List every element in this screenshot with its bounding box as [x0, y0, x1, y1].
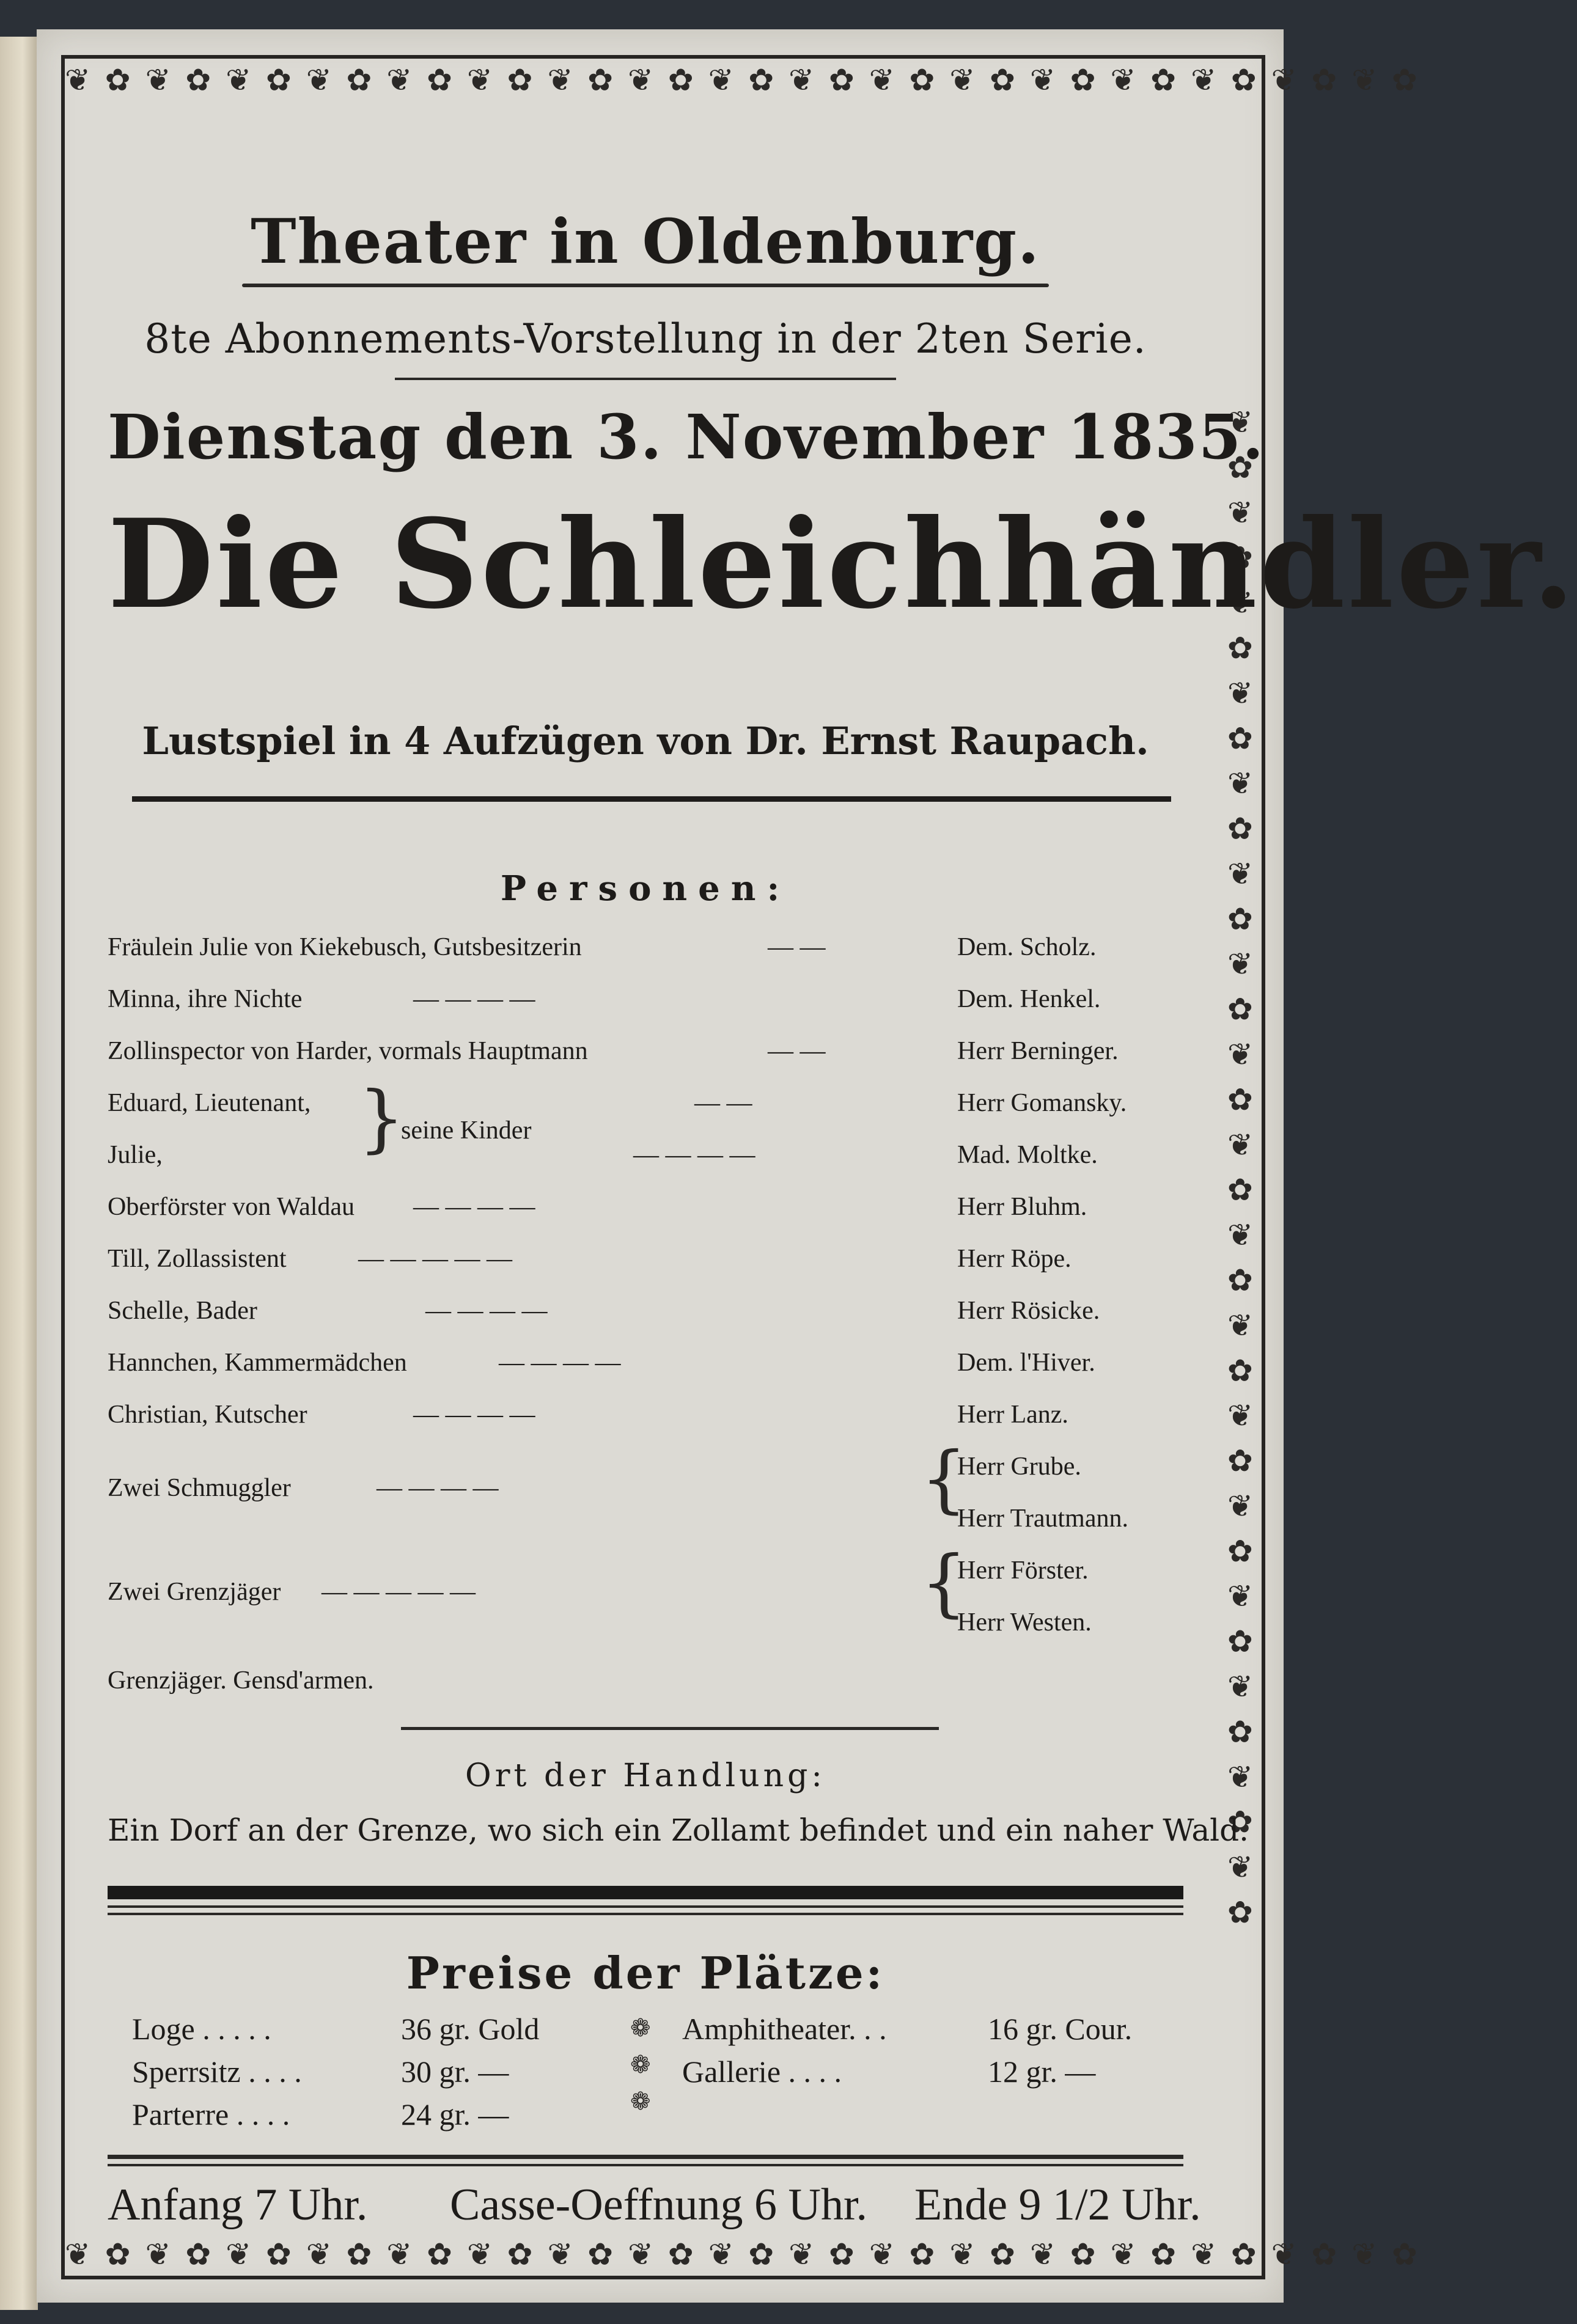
brace-label: seine Kinder: [401, 1116, 532, 1145]
playbill-sheet: [37, 29, 1577, 2303]
cast-row: [108, 933, 1183, 975]
dashes: — — — — —: [322, 1578, 476, 1606]
ornamental-frame: [61, 55, 1577, 2279]
cast-row: [108, 1140, 1183, 1183]
brace: }: [921, 1437, 968, 1522]
cast-row: [108, 1244, 1183, 1287]
price-label: Amphitheater. . .: [682, 2012, 887, 2046]
role: Minna, ihre Nichte: [108, 985, 303, 1013]
dashes: — —: [768, 1037, 826, 1065]
top-ornament-band: ❦ ✿ ❦ ✿ ❦ ✿ ❦ ✿ ❦ ✿ ❦ ✿ ❦ ✿ ❦ ✿ ❦ ✿ ❦ ✿ ❦ ✿ ❦ ✿ ❦ ✿ ❦ ✿ ❦ ✿ ❦ ✿ ❦ ✿: [65, 62, 1420, 98]
cast-row: [108, 1400, 1183, 1443]
preise-heading: Preise der Plätze:: [406, 1947, 885, 1999]
play-title: Die Schleichhändler.: [108, 493, 1577, 636]
adjacent-page-edge: [0, 37, 38, 2310]
role: Eduard, Lieutenant,: [108, 1089, 311, 1117]
price-label: Gallerie . . . .: [682, 2055, 842, 2089]
divider: [132, 796, 1171, 802]
price-value: 30 gr. —: [401, 2055, 509, 2089]
ort-heading: Ort der Handlung:: [465, 1758, 826, 1794]
dashes: — — — —: [499, 1349, 621, 1377]
dashes: — —: [768, 933, 826, 961]
ornament-icon: ❁: [630, 2088, 651, 2116]
role: Till, Zollassistent: [108, 1245, 287, 1273]
actor: Herr Lanz.: [957, 1401, 1068, 1429]
ort-text: Ein Dorf an der Grenze, wo sich ein Zollamt befindet und ein naher Wald.: [108, 1813, 1249, 1848]
dashes: — — — —: [425, 1297, 548, 1325]
price-label: Parterre . . . .: [132, 2097, 290, 2132]
price-value: 12 gr. —: [988, 2055, 1096, 2089]
dashes: — — — — —: [358, 1245, 512, 1273]
right-ornament-band: ❦ ✿ ❦ ✿ ❦ ✿ ❦ ✿ ❦ ✿ ❦ ✿ ❦ ✿ ❦ ✿ ❦ ✿ ❦ ✿ ❦ ✿ ❦ ✿ ❦ ✿ ❦ ✿ ❦ ✿ ❦ ✿ ❦ ✿: [1222, 404, 1258, 1930]
cast-row: [108, 1192, 1183, 1235]
dashes: — —: [694, 1089, 752, 1117]
brace: }: [358, 1076, 405, 1161]
cast-row: [108, 1348, 1183, 1391]
role: Julie,: [108, 1141, 163, 1169]
cast-row: [108, 1088, 1183, 1131]
role: Schelle, Bader: [108, 1297, 257, 1325]
cast-row: [108, 1036, 1183, 1079]
abonnement-line: 8te Abonnements-Vorstellung in der 2ten Serie.: [144, 315, 1147, 362]
start-time: Anfang 7 Uhr.: [108, 2180, 368, 2230]
divider: [395, 378, 896, 380]
play-subtitle: Lustspiel in 4 Aufzügen von Dr. Ernst Raupach.: [142, 719, 1149, 763]
divider-thin: [108, 1905, 1183, 1908]
role: Oberförster von Waldau: [108, 1193, 355, 1221]
actor: Herr Rösicke.: [957, 1297, 1100, 1325]
dashes: — — — —: [413, 1401, 535, 1429]
actor: Dem. l'Hiver.: [957, 1349, 1095, 1377]
actor: Herr Gomansky.: [957, 1089, 1127, 1117]
actor: Herr Grube.: [957, 1453, 1081, 1481]
actor: Herr Berninger.: [957, 1037, 1119, 1065]
divider: [401, 1727, 939, 1730]
divider-thin: [108, 2164, 1183, 2166]
ornament-icon: ❁: [630, 2051, 651, 2079]
playbill-content: [108, 114, 1577, 2240]
actor: Herr Förster.: [957, 1556, 1089, 1585]
brace: }: [921, 1541, 968, 1626]
role: Zollinspector von Harder, vormals Hauptmann: [108, 1037, 588, 1065]
price-value: 16 gr. Cour.: [988, 2012, 1133, 2046]
dashes: — — — —: [377, 1474, 499, 1502]
divider-thick: [108, 1886, 1183, 1899]
actor: Mad. Moltke.: [957, 1141, 1098, 1169]
actor: Dem. Scholz.: [957, 933, 1097, 961]
role: Zwei Grenzjäger: [108, 1578, 281, 1606]
role: Christian, Kutscher: [108, 1401, 307, 1429]
box-office-time: Casse-Oeffnung 6 Uhr.: [450, 2180, 868, 2230]
cast-row-extras: [108, 1666, 1183, 1709]
cast-row: [108, 1296, 1183, 1339]
dashes: — — — —: [633, 1141, 755, 1169]
divider: [242, 284, 1049, 287]
actor: Herr Trautmann.: [957, 1505, 1128, 1533]
role: Zwei Schmuggler: [108, 1474, 291, 1502]
actor: Herr Bluhm.: [957, 1193, 1087, 1221]
price-value: 24 gr. —: [401, 2097, 509, 2132]
price-label: Loge . . . . .: [132, 2012, 271, 2046]
theater-heading: Theater in Oldenburg.: [251, 205, 1040, 277]
role: Grenzjäger. Gensd'armen.: [108, 1666, 374, 1695]
actor: Herr Westen.: [957, 1608, 1092, 1637]
role: Hannchen, Kammermädchen: [108, 1349, 407, 1377]
end-time: Ende 9 1/2 Uhr.: [914, 2180, 1201, 2230]
ornament-icon: ❁: [630, 2014, 651, 2042]
dashes: — — — —: [413, 1193, 535, 1221]
actor: Herr Röpe.: [957, 1245, 1072, 1273]
price-value: 36 gr. Gold: [401, 2012, 540, 2046]
divider-thin: [108, 1913, 1183, 1915]
cast-row: [108, 984, 1183, 1027]
price-label: Sperrsitz . . . .: [132, 2055, 302, 2089]
divider: [108, 2155, 1183, 2159]
personen-heading: Personen:: [500, 868, 791, 909]
actor: Dem. Henkel.: [957, 985, 1101, 1013]
bottom-ornament-band: ❦ ✿ ❦ ✿ ❦ ✿ ❦ ✿ ❦ ✿ ❦ ✿ ❦ ✿ ❦ ✿ ❦ ✿ ❦ ✿ ❦ ✿ ❦ ✿ ❦ ✿ ❦ ✿ ❦ ✿ ❦ ✿ ❦ ✿: [65, 2237, 1420, 2272]
role: Fräulein Julie von Kiekebusch, Gutsbesitzerin: [108, 933, 582, 961]
performance-date: Dienstag den 3. November 1835.: [108, 401, 1265, 473]
dashes: — — — —: [413, 985, 535, 1013]
